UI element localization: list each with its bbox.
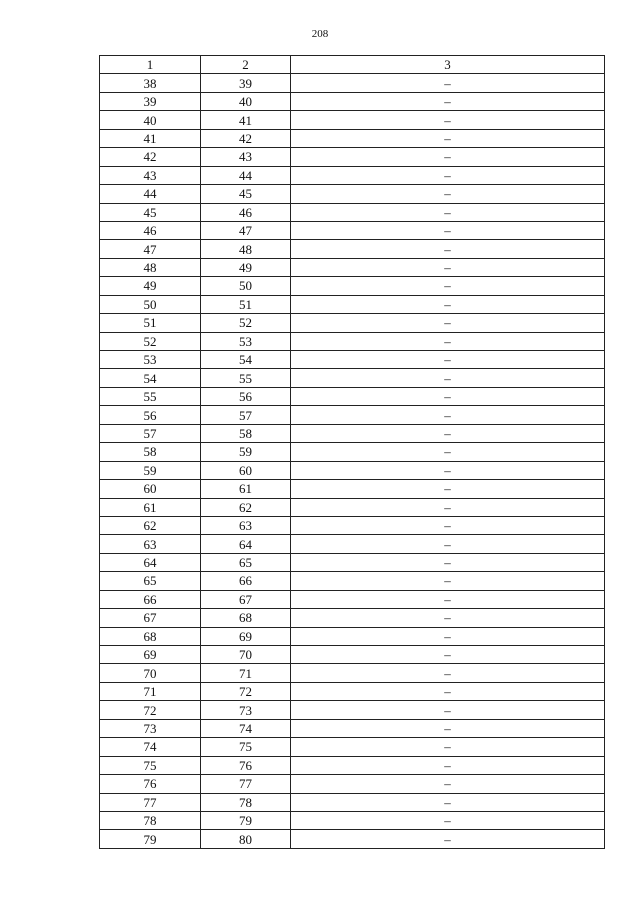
table-cell-col2: 45 bbox=[201, 185, 291, 203]
table-row bbox=[100, 74, 605, 92]
table-cell-col3: – bbox=[291, 535, 605, 553]
table-cell-col3: – bbox=[291, 240, 605, 258]
table-cell-col2: 49 bbox=[201, 258, 291, 276]
table-row bbox=[100, 701, 605, 719]
table-cell-col1: 57 bbox=[100, 424, 201, 442]
table-row bbox=[100, 148, 605, 166]
table-row bbox=[100, 424, 605, 442]
table-row bbox=[100, 277, 605, 295]
table-cell-col1: 65 bbox=[100, 572, 201, 590]
table-row bbox=[100, 830, 605, 848]
table-row bbox=[100, 646, 605, 664]
table-cell-col3: – bbox=[291, 572, 605, 590]
table-cell-col1: 78 bbox=[100, 811, 201, 829]
table-cell-col2: 62 bbox=[201, 498, 291, 516]
table-cell-col1: 58 bbox=[100, 443, 201, 461]
table-cell-col1: 38 bbox=[100, 74, 201, 92]
table-cell-col2: 41 bbox=[201, 111, 291, 129]
table-row bbox=[100, 664, 605, 682]
table-cell-col3: – bbox=[291, 295, 605, 313]
table-cell-col2: 42 bbox=[201, 129, 291, 147]
table-cell-col3: – bbox=[291, 756, 605, 774]
table-cell-col3: – bbox=[291, 314, 605, 332]
table-cell-col3: – bbox=[291, 516, 605, 534]
table-row bbox=[100, 387, 605, 405]
table-cell-col2: 47 bbox=[201, 221, 291, 239]
table-cell-col1: 75 bbox=[100, 756, 201, 774]
table-cell-col3: – bbox=[291, 461, 605, 479]
table-cell-col3: – bbox=[291, 830, 605, 848]
table-cell-col2: 53 bbox=[201, 332, 291, 350]
table-row bbox=[100, 516, 605, 534]
table-cell-col1: 43 bbox=[100, 166, 201, 184]
data-table bbox=[99, 55, 605, 849]
table-cell-col2: 40 bbox=[201, 92, 291, 110]
table-cell-col1: 44 bbox=[100, 185, 201, 203]
table-row bbox=[100, 314, 605, 332]
table-cell-col3: – bbox=[291, 221, 605, 239]
table-row bbox=[100, 461, 605, 479]
table-row bbox=[100, 203, 605, 221]
table-row bbox=[100, 775, 605, 793]
table-cell-col1: 70 bbox=[100, 664, 201, 682]
table-cell-col1: 62 bbox=[100, 516, 201, 534]
table-cell-col3: – bbox=[291, 609, 605, 627]
table-cell-col1: 71 bbox=[100, 682, 201, 700]
table-cell-col1: 66 bbox=[100, 590, 201, 608]
table-cell-col1: 59 bbox=[100, 461, 201, 479]
table-cell-col3: – bbox=[291, 775, 605, 793]
table-row bbox=[100, 682, 605, 700]
table-row bbox=[100, 609, 605, 627]
table-cell-col1: 61 bbox=[100, 498, 201, 516]
table-cell-col3: – bbox=[291, 406, 605, 424]
table-row bbox=[100, 111, 605, 129]
table-cell-col2: 44 bbox=[201, 166, 291, 184]
table-cell-col3: – bbox=[291, 277, 605, 295]
table-cell-col2: 75 bbox=[201, 738, 291, 756]
table-cell-col2: 48 bbox=[201, 240, 291, 258]
table-cell-col1: 46 bbox=[100, 221, 201, 239]
table-cell-col3: – bbox=[291, 719, 605, 737]
table-cell-col3: – bbox=[291, 646, 605, 664]
table-cell-col1: 54 bbox=[100, 369, 201, 387]
table-cell-col1: 40 bbox=[100, 111, 201, 129]
table-cell-col2: 80 bbox=[201, 830, 291, 848]
table-row bbox=[100, 572, 605, 590]
table-cell-col2: 43 bbox=[201, 148, 291, 166]
table-cell-col1: 42 bbox=[100, 148, 201, 166]
table-cell-col1: 56 bbox=[100, 406, 201, 424]
table-cell-col3: – bbox=[291, 92, 605, 110]
table-row bbox=[100, 627, 605, 645]
table-row bbox=[100, 406, 605, 424]
table-cell-col3: – bbox=[291, 443, 605, 461]
table-row bbox=[100, 738, 605, 756]
table-row bbox=[100, 498, 605, 516]
table-cell-col1: 50 bbox=[100, 295, 201, 313]
table-cell-col1: 48 bbox=[100, 258, 201, 276]
table-cell-col1: 73 bbox=[100, 719, 201, 737]
table-row bbox=[100, 166, 605, 184]
table-row bbox=[100, 129, 605, 147]
table-cell-col2: 72 bbox=[201, 682, 291, 700]
page-number: 208 bbox=[311, 28, 329, 40]
table-cell-col2: 54 bbox=[201, 351, 291, 369]
table-cell-col2: 52 bbox=[201, 314, 291, 332]
table-cell-col2: 39 bbox=[201, 74, 291, 92]
table-cell-col3: – bbox=[291, 627, 605, 645]
table-cell-col3: – bbox=[291, 129, 605, 147]
table-cell-col1: 39 bbox=[100, 92, 201, 110]
table-cell-col1: 49 bbox=[100, 277, 201, 295]
table-cell-col3: – bbox=[291, 111, 605, 129]
table-cell-col3: – bbox=[291, 664, 605, 682]
table-cell-col3: – bbox=[291, 332, 605, 350]
table-row bbox=[100, 443, 605, 461]
table-cell-col2: 66 bbox=[201, 572, 291, 590]
table-cell-col3: – bbox=[291, 424, 605, 442]
table-row bbox=[100, 811, 605, 829]
table-body bbox=[100, 74, 605, 848]
table-cell-col1: 47 bbox=[100, 240, 201, 258]
table-cell-col1: 76 bbox=[100, 775, 201, 793]
column-header-2: 2 bbox=[201, 56, 291, 74]
table-row bbox=[100, 92, 605, 110]
table-row bbox=[100, 240, 605, 258]
table-cell-col3: – bbox=[291, 258, 605, 276]
table-cell-col2: 65 bbox=[201, 553, 291, 571]
table-cell-col1: 41 bbox=[100, 129, 201, 147]
table-cell-col2: 58 bbox=[201, 424, 291, 442]
table-row bbox=[100, 185, 605, 203]
table-row bbox=[100, 590, 605, 608]
table-cell-col1: 68 bbox=[100, 627, 201, 645]
table-cell-col2: 46 bbox=[201, 203, 291, 221]
table-cell-col3: – bbox=[291, 701, 605, 719]
table-cell-col3: – bbox=[291, 203, 605, 221]
table-cell-col2: 55 bbox=[201, 369, 291, 387]
table-cell-col2: 59 bbox=[201, 443, 291, 461]
table-cell-col2: 50 bbox=[201, 277, 291, 295]
table-cell-col3: – bbox=[291, 369, 605, 387]
table-cell-col1: 67 bbox=[100, 609, 201, 627]
table-cell-col3: – bbox=[291, 387, 605, 405]
table-cell-col1: 55 bbox=[100, 387, 201, 405]
table-cell-col3: – bbox=[291, 738, 605, 756]
column-header-3: 3 bbox=[291, 56, 605, 74]
table-cell-col3: – bbox=[291, 793, 605, 811]
table-cell-col2: 57 bbox=[201, 406, 291, 424]
table-cell-col2: 61 bbox=[201, 480, 291, 498]
table-cell-col3: – bbox=[291, 166, 605, 184]
table-row bbox=[100, 351, 605, 369]
table-row bbox=[100, 258, 605, 276]
table-cell-col1: 64 bbox=[100, 553, 201, 571]
table-cell-col2: 73 bbox=[201, 701, 291, 719]
table-cell-col1: 63 bbox=[100, 535, 201, 553]
table-cell-col2: 74 bbox=[201, 719, 291, 737]
table-header-row bbox=[100, 56, 605, 74]
table-cell-col2: 79 bbox=[201, 811, 291, 829]
table-row bbox=[100, 756, 605, 774]
table-cell-col2: 60 bbox=[201, 461, 291, 479]
data-table-container bbox=[99, 55, 604, 849]
table-cell-col2: 67 bbox=[201, 590, 291, 608]
table-cell-col1: 79 bbox=[100, 830, 201, 848]
table-row bbox=[100, 332, 605, 350]
table-cell-col2: 76 bbox=[201, 756, 291, 774]
table-cell-col2: 69 bbox=[201, 627, 291, 645]
table-cell-col1: 77 bbox=[100, 793, 201, 811]
table-cell-col1: 45 bbox=[100, 203, 201, 221]
table-cell-col2: 70 bbox=[201, 646, 291, 664]
table-cell-col1: 53 bbox=[100, 351, 201, 369]
table-row bbox=[100, 719, 605, 737]
table-cell-col1: 72 bbox=[100, 701, 201, 719]
table-cell-col3: – bbox=[291, 74, 605, 92]
table-cell-col3: – bbox=[291, 553, 605, 571]
table-cell-col2: 63 bbox=[201, 516, 291, 534]
column-header-1: 1 bbox=[100, 56, 201, 74]
table-cell-col2: 51 bbox=[201, 295, 291, 313]
table-cell-col3: – bbox=[291, 590, 605, 608]
table-row bbox=[100, 295, 605, 313]
table-cell-col1: 51 bbox=[100, 314, 201, 332]
table-cell-col1: 52 bbox=[100, 332, 201, 350]
table-cell-col3: – bbox=[291, 480, 605, 498]
table-cell-col3: – bbox=[291, 811, 605, 829]
table-row bbox=[100, 793, 605, 811]
table-cell-col3: – bbox=[291, 351, 605, 369]
table-row bbox=[100, 221, 605, 239]
table-cell-col2: 77 bbox=[201, 775, 291, 793]
table-cell-col2: 56 bbox=[201, 387, 291, 405]
table-row bbox=[100, 535, 605, 553]
table-cell-col3: – bbox=[291, 148, 605, 166]
table-cell-col1: 69 bbox=[100, 646, 201, 664]
table-cell-col3: – bbox=[291, 682, 605, 700]
table-cell-col2: 78 bbox=[201, 793, 291, 811]
table-row bbox=[100, 369, 605, 387]
table-cell-col3: – bbox=[291, 498, 605, 516]
table-cell-col2: 71 bbox=[201, 664, 291, 682]
table-cell-col1: 74 bbox=[100, 738, 201, 756]
table-cell-col2: 68 bbox=[201, 609, 291, 627]
table-row bbox=[100, 480, 605, 498]
table-cell-col1: 60 bbox=[100, 480, 201, 498]
table-row bbox=[100, 553, 605, 571]
table-cell-col3: – bbox=[291, 185, 605, 203]
table-cell-col2: 64 bbox=[201, 535, 291, 553]
